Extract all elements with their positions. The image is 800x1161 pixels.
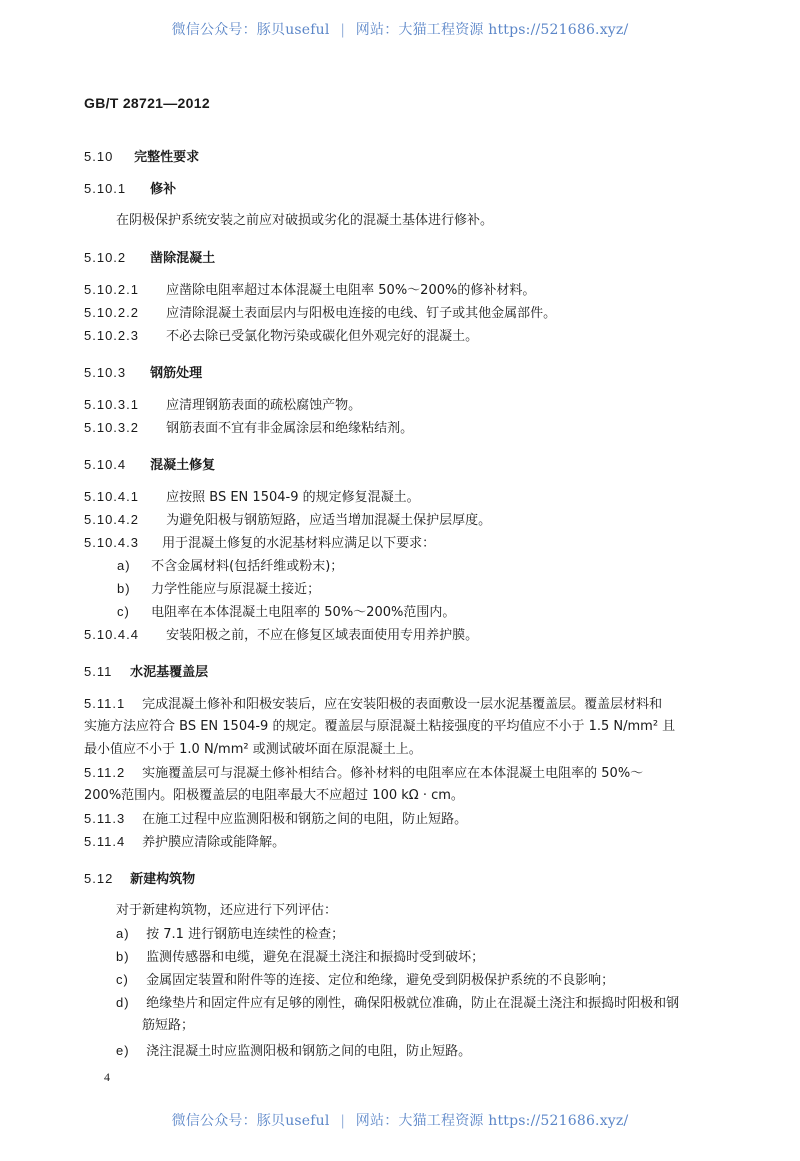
clause-5-11-3: 5.11.3 在施工过程中应监测阳极和钢筋之间的电阻，防止短路。 — [84, 811, 468, 827]
clause-5-10-3-2: 5.10.3.2 钢筋表面不宜有非金属涂层和绝缘粘结剂。 — [84, 420, 414, 436]
clause-5-10-2-3: 5.10.2.3 不必去除已受氯化物污染或碳化但外观完好的混凝土。 — [84, 328, 479, 344]
list-item-5-12-c: c) 金属固定装置和附件等的连接、定位和绝缘，避免受到阴极保护系统的不良影响； — [116, 972, 615, 988]
list-item-5-12-a: a) 按 7.1 进行钢筋电连续性的检查； — [116, 926, 345, 942]
page-number: 4 — [104, 1070, 110, 1084]
list-item-a: a) 不含金属材料(包括纤维或粉末)； — [117, 558, 344, 574]
watermark-bottom — [0, 1110, 800, 1130]
list-item-5-12-e: e) 浇注混凝土时应监测阳极和钢筋之间的电阻，防止短路。 — [116, 1043, 472, 1059]
list-item-b: b) 力学性能应与原混凝土接近； — [117, 581, 321, 597]
watermark-separator: | — [340, 22, 346, 38]
section-heading-5-10-3: 5.10.3 钢筋处理 — [84, 365, 203, 381]
clause-5-11-2-line-2: 200%范围内。阳极覆盖层的电阻率最大不应超过 100 kΩ · cm。 — [84, 788, 464, 803]
watermark-site: 网站：大猫工程资源 https://521686.xyz/ — [355, 22, 629, 38]
clause-5-10-2-2: 5.10.2.2 应清除混凝土表面层内与阳极电连接的电线、钉子或其他金属部件。 — [84, 305, 557, 321]
paragraph-5-12: 对于新建构筑物，还应进行下列评估： — [116, 903, 338, 918]
watermark-wechat: 微信公众号：豚贝useful — [171, 1113, 330, 1129]
section-heading-5-10-2: 5.10.2 凿除混凝土 — [84, 250, 216, 266]
paragraph-5-10-1: 在阴极保护系统安装之前应对破损或劣化的混凝土基体进行修补。 — [116, 213, 494, 228]
clause-5-11-1: 5.11.1 完成混凝土修补和阳极安装后，应在安装阳极的表面敷设一层水泥基覆盖层。覆盖层材料和 — [84, 696, 663, 712]
list-item-5-12-d-line-2: 筋短路； — [142, 1018, 195, 1033]
section-heading-5-10: 5.10 完整性要求 — [84, 149, 200, 165]
clause-5-10-4-4: 5.10.4.4 安装阳极之前，不应在修复区域表面使用专用养护膜。 — [84, 627, 479, 643]
section-heading-5-10-1: 5.10.1 修补 — [84, 181, 177, 197]
section-heading-5-11: 5.11 水泥基覆盖层 — [84, 664, 209, 680]
standard-code: GB/T 28721—2012 — [84, 95, 210, 111]
watermark-site: 网站：大猫工程资源 https://521686.xyz/ — [355, 1113, 629, 1129]
watermark-wechat: 微信公众号：豚贝useful — [171, 22, 330, 38]
clause-5-11-4: 5.11.4 养护膜应清除或能降解。 — [84, 834, 286, 850]
section-heading-5-12: 5.12 新建构筑物 — [84, 871, 196, 887]
clause-5-10-2-1: 5.10.2.1 应凿除电阻率超过本体混凝土电阻率 50%～200%的修补材料。 — [84, 282, 536, 298]
clause-5-11-1-line-2: 实施方法应符合 BS EN 1504-9 的规定。覆盖层与原混凝土粘接强度的平均值应不小于 1.5 N/mm² 且 — [84, 719, 676, 734]
clause-5-10-4-2: 5.10.4.2 为避免阳极与钢筋短路，应适当增加混凝土保护层厚度。 — [84, 512, 492, 528]
clause-5-10-4-1: 5.10.4.1 应按照 BS EN 1504-9 的规定修复混凝土。 — [84, 489, 420, 505]
clause-5-11-2: 5.11.2 实施覆盖层可与混凝土修补相结合。修补材料的电阻率应在本体混凝土电阻率的 50%～ — [84, 765, 644, 781]
clause-5-10-3-1: 5.10.3.1 应清理钢筋表面的疏松腐蚀产物。 — [84, 397, 362, 413]
section-heading-5-10-4: 5.10.4 混凝土修复 — [84, 457, 216, 473]
watermark-separator: | — [340, 1113, 346, 1129]
list-item-c: c) 电阻率在本体混凝土电阻率的 50%～200%范围内。 — [117, 604, 456, 620]
list-item-5-12-d: d) 绝缘垫片和固定件应有足够的刚性，确保阳极就位准确，防止在混凝土浇注和振捣时阳极和钢 — [116, 995, 680, 1011]
clause-5-10-4-3: 5.10.4.3 用于混凝土修复的水泥基材料应满足以下要求： — [84, 535, 436, 551]
clause-5-11-1-line-3: 最小值应不小于 1.0 N/mm² 或测试破坏面在原混凝土上。 — [84, 742, 422, 757]
list-item-5-12-b: b) 监测传感器和电缆，避免在混凝土浇注和振捣时受到破坏； — [116, 949, 485, 965]
